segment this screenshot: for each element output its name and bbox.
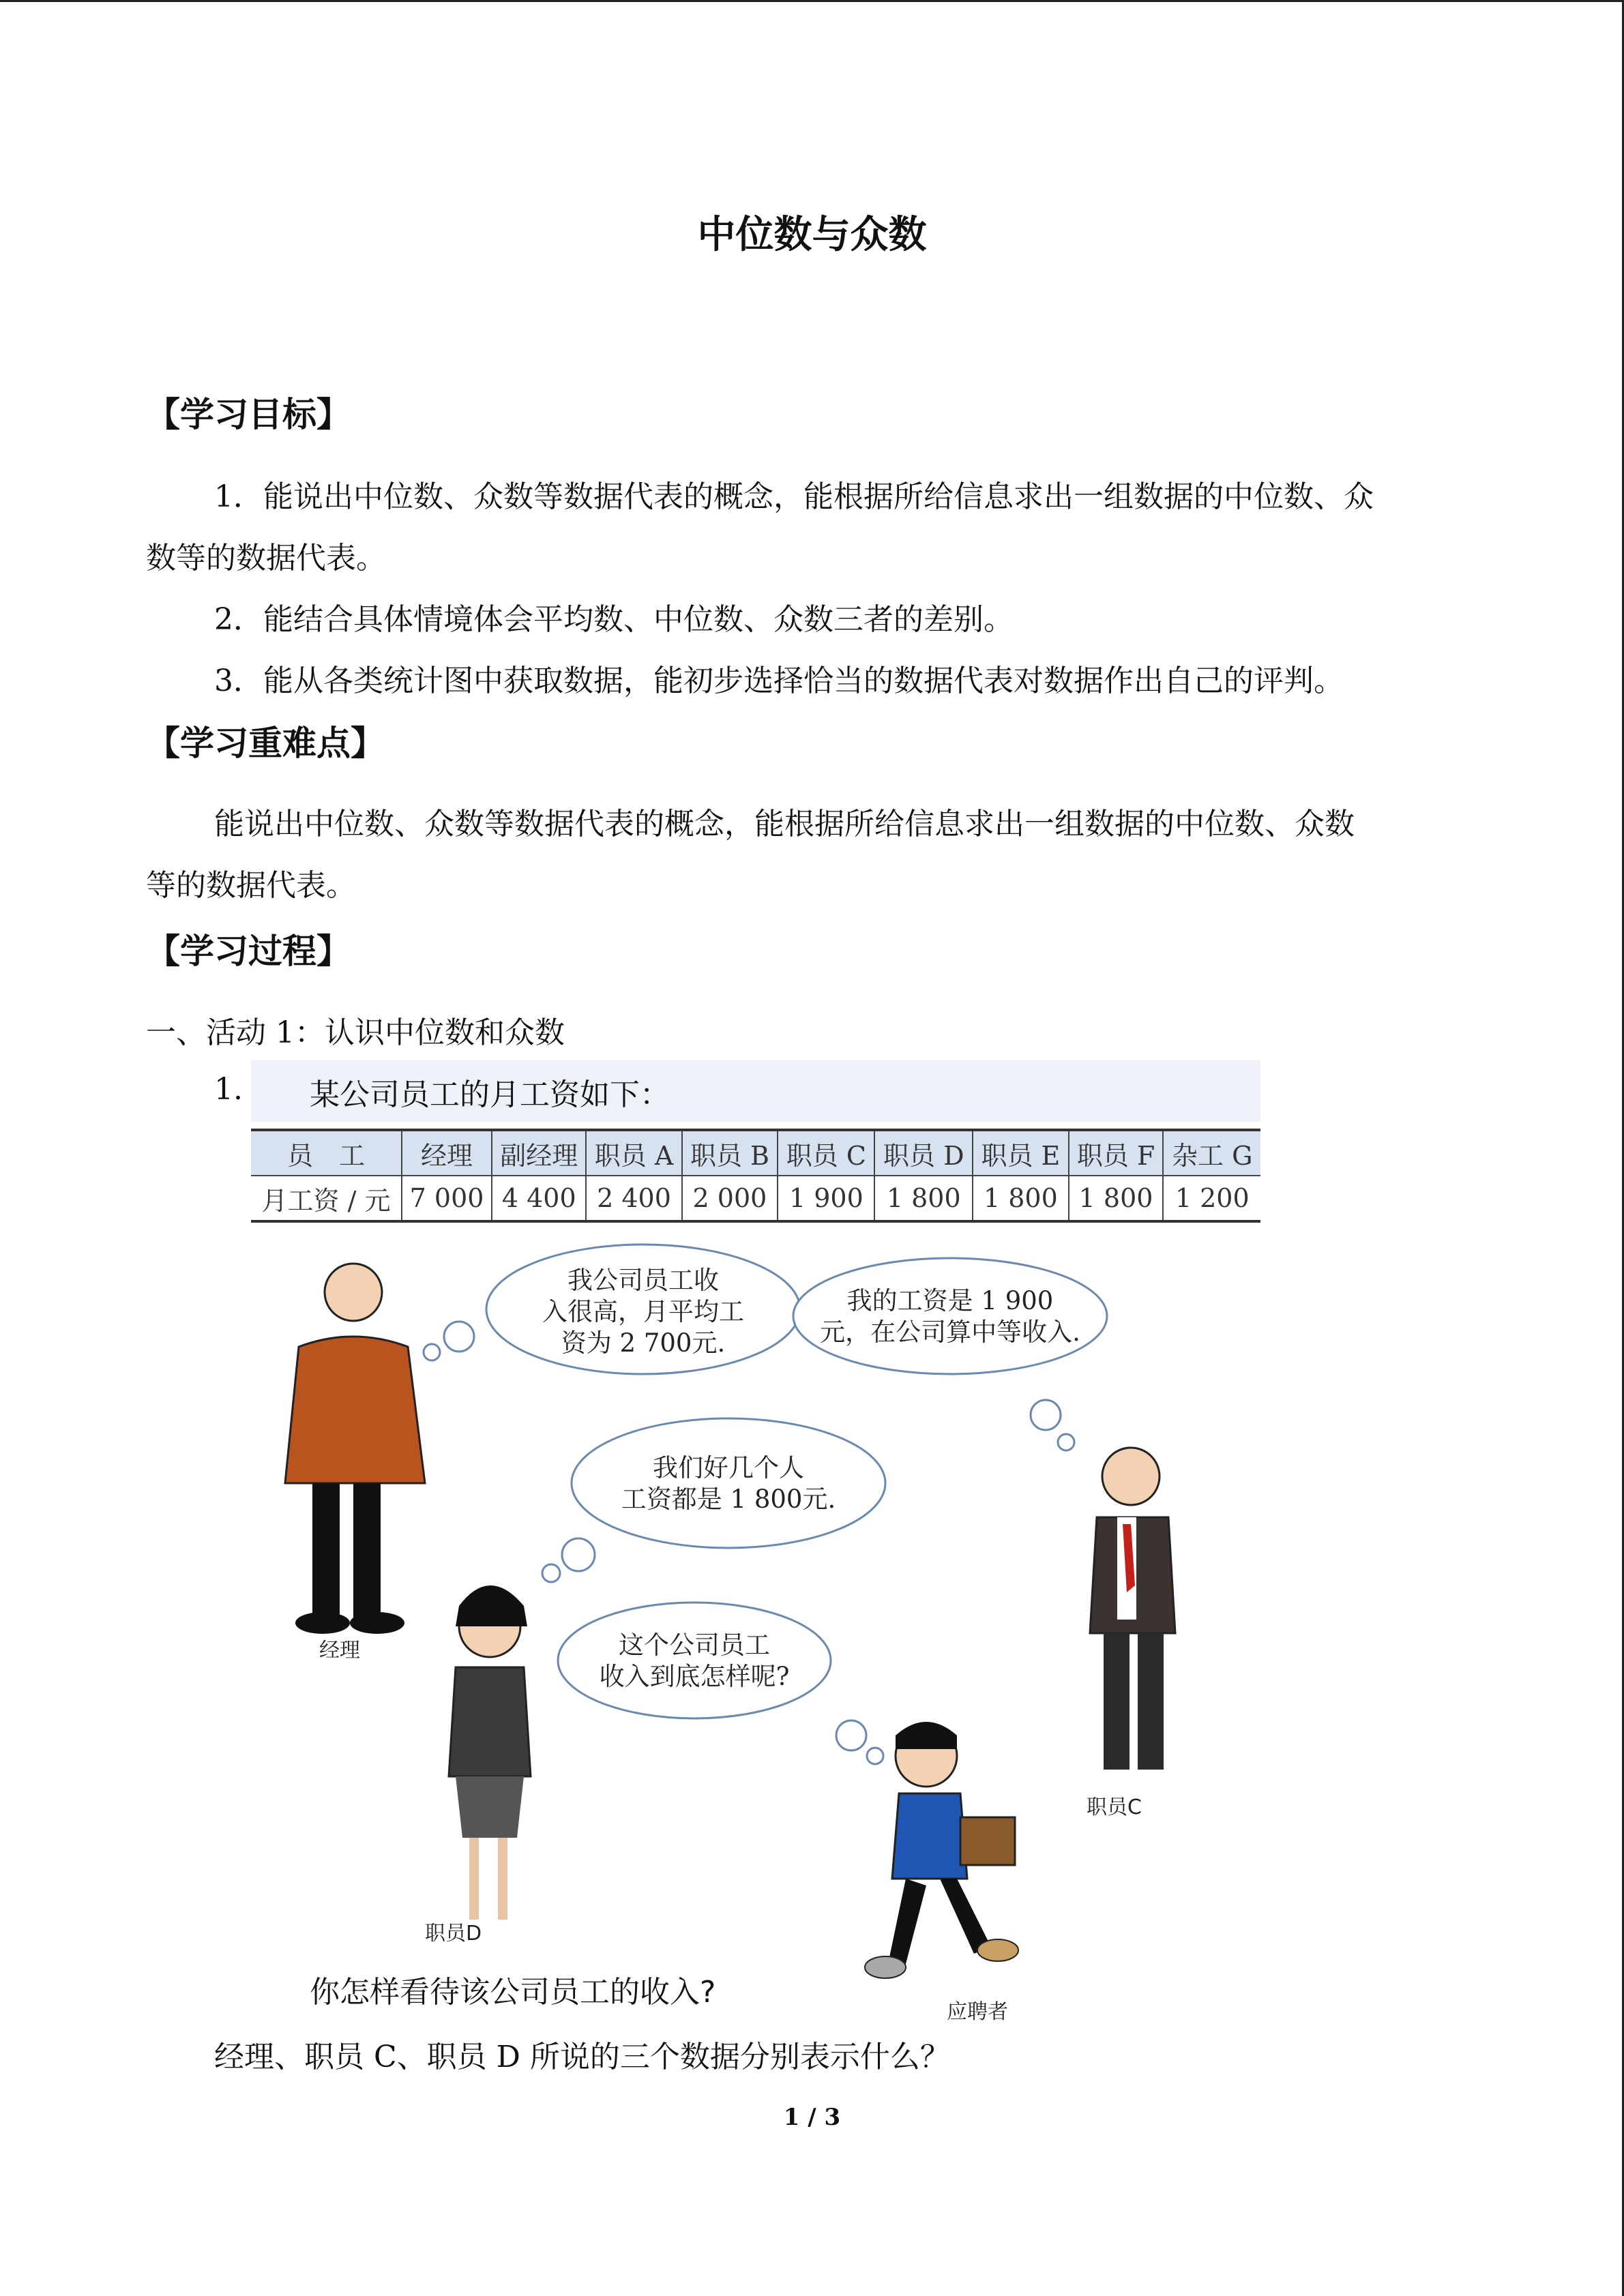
figure-caption: 某公司员工的月工资如下：: [310, 1077, 670, 1112]
table-cell: 1 800: [874, 1176, 973, 1221]
staff-c-speech: [803, 1285, 1097, 1348]
staff-d-speech: [592, 1452, 865, 1515]
goal-item-1: 1．能说出中位数、众数等数据代表的概念，能根据所给信息求出一组数据的中位数、众: [214, 479, 1374, 514]
page-number: 1 / 3: [783, 2104, 841, 2131]
key-points-heading: 【学习重难点】: [146, 724, 385, 763]
bubble-line: 我的工资是 1 900: [846, 1286, 1054, 1315]
process-heading: 【学习过程】: [146, 931, 351, 971]
staff-d-figure: [449, 1585, 531, 1920]
applicant-figure: [865, 1722, 1018, 1978]
label-staff-d: 职员D: [425, 1922, 482, 1945]
cartoon-scene: [251, 1060, 1260, 2025]
bubble-line: 这个公司员工: [619, 1630, 770, 1660]
key-points-line-2: 等的数据代表。: [146, 868, 356, 903]
table-cell: 7 000: [402, 1176, 492, 1221]
table-cell: 职员 E: [973, 1130, 1069, 1176]
bubble-line: 入很高，月平均工: [542, 1297, 744, 1326]
applicant-speech: [578, 1630, 810, 1693]
bubble-line: 资为 2 700元.: [561, 1328, 726, 1358]
table-cell: 经理: [402, 1130, 492, 1176]
table-cell: 杂工 G: [1163, 1130, 1260, 1176]
top-border: [0, 0, 1624, 2]
key-points-line-1: 能说出中位数、众数等数据代表的概念，能根据所给信息求出一组数据的中位数、众数: [214, 807, 1355, 841]
table-cell: 员 工: [251, 1130, 402, 1176]
table-cell: 职员 D: [874, 1130, 973, 1176]
goal-item-2: 2．能结合具体情境体会平均数、中位数、众数三者的差别。: [214, 602, 1014, 637]
manager-figure: [285, 1264, 425, 1634]
table-cell: 1 900: [778, 1176, 874, 1221]
label-applicant: 应聘者: [947, 2000, 1008, 2024]
goal-item-1-cont: 数等的数据代表。: [146, 541, 386, 576]
salary-illustration: [251, 1060, 1260, 2025]
item-number: 1.: [214, 1072, 243, 1107]
label-staff-c: 职员C: [1087, 1795, 1142, 1819]
activity-title: 一、活动 1：认识中位数和众数: [146, 1015, 565, 1050]
bubble-line: 我们好几个人: [653, 1453, 804, 1482]
table-cell: 2 000: [682, 1176, 778, 1221]
goals-heading: 【学习目标】: [146, 395, 351, 434]
table-cell: 职员 C: [778, 1130, 874, 1176]
table-cell: 职员 F: [1069, 1130, 1164, 1176]
bubble-line: 元，在公司算中等收入.: [820, 1317, 1080, 1347]
follow-up-question: 经理、职员 C、职员 D 所说的三个数据分别表示什么？: [214, 2040, 950, 2074]
table-cell: 职员 A: [586, 1130, 681, 1176]
label-manager: 经理: [319, 1639, 360, 1663]
table-cell: 月工资 / 元: [261, 1185, 391, 1216]
table-cell: 1 800: [1069, 1176, 1164, 1221]
bubble-line: 收入到底怎样呢?: [599, 1662, 790, 1691]
page-title: 中位数与众数: [697, 213, 927, 257]
bubble-line: 我公司员工收: [567, 1266, 719, 1295]
table-cell: 副经理: [492, 1130, 586, 1176]
table-cell: 1 800: [973, 1176, 1069, 1221]
staff-c-figure: [1090, 1448, 1175, 1770]
table-cell: 职员 B: [682, 1130, 778, 1176]
table-cell: 2 400: [586, 1176, 681, 1221]
manager-speech: [514, 1265, 773, 1359]
goal-item-3: 3．能从各类统计图中获取数据，能初步选择恰当的数据代表对数据作出自己的评判。: [214, 664, 1344, 698]
figure-question: 你怎样看待该公司员工的收入?: [310, 1975, 716, 2010]
table-cell: 4 400: [492, 1176, 586, 1221]
bubble-line: 工资都是 1 800元.: [621, 1485, 836, 1514]
table-cell: 1 200: [1163, 1176, 1260, 1221]
